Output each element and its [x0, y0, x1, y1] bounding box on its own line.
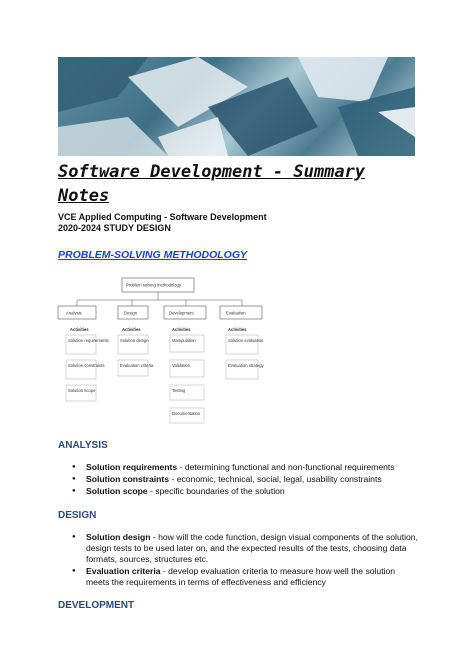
methodology-heading-link[interactable]: PROBLEM-SOLVING METHODOLOGY: [58, 249, 248, 261]
list-item: ● Solution scope - specific boundaries of the solution: [58, 486, 418, 497]
svg-text:Activities: Activities: [172, 327, 191, 332]
svg-text:Evaluation strategy: Evaluation strategy: [228, 363, 264, 368]
list-item: ● Solution requirements - determining functional and non-functional requirements: [58, 462, 418, 473]
diagram-phase-evaluation: [220, 306, 265, 379]
svg-text:Development: Development: [169, 310, 194, 316]
svg-text:Activities: Activities: [122, 327, 141, 332]
svg-text:Solution constraints: Solution constraints: [68, 363, 105, 368]
svg-text:Testing: Testing: [172, 388, 186, 393]
development-heading: DEVELOPMENT: [58, 600, 135, 611]
diagram-phase-design: [118, 306, 154, 376]
ice-texture: [58, 57, 415, 156]
svg-text:Documentation: Documentation: [172, 411, 201, 416]
design-heading: DESIGN: [58, 510, 97, 521]
svg-text:Activities: Activities: [70, 327, 89, 332]
header-banner-image: [58, 57, 415, 156]
svg-text:Activities: Activities: [228, 327, 247, 332]
methodology-diagram: [52, 276, 272, 434]
subtitle-course: VCE Applied Computing - Software Development: [58, 212, 267, 222]
list-item: ● Evaluation criteria - develop evaluation criteria to measure how well the solution meets the requirements in terms of effectiveness and efficiency: [58, 566, 418, 588]
svg-text:Evaluation: Evaluation: [226, 310, 246, 316]
svg-text:Analysis: Analysis: [66, 310, 82, 316]
svg-text:Solution design: Solution design: [120, 338, 149, 343]
svg-text:Manipulation: Manipulation: [172, 338, 196, 343]
svg-text:Design: Design: [124, 310, 138, 316]
diagram-root-label: Problem solving methodology: [126, 282, 181, 288]
diagram-phase-development: [164, 306, 206, 423]
svg-text:Solution scope: Solution scope: [68, 388, 96, 393]
svg-text:Evaluation criteria: Evaluation criteria: [120, 363, 154, 368]
diagram-phase-analysis: [58, 306, 109, 401]
subtitle-study-design: 2020-2024 STUDY DESIGN: [58, 223, 171, 233]
list-item: ● Solution design - how will the code function, design visual components of the solution, design tests to be used later on, and the expected results of the tests, choosing data formats, sources, structures etc.: [58, 532, 418, 565]
svg-text:Solution evaluation: Solution evaluation: [228, 338, 264, 343]
design-list: [58, 532, 418, 589]
svg-text:Validation: Validation: [172, 363, 191, 368]
analysis-list: [58, 462, 418, 498]
document-title: Software Development - Summary Notes: [58, 162, 366, 206]
analysis-heading: ANALYSIS: [58, 440, 108, 451]
document-subtitle: [58, 212, 267, 234]
list-item: ● Solution constraints - economic, technical, social, legal, usability constraints: [58, 474, 418, 485]
svg-text:Solution requirements: Solution requirements: [68, 338, 109, 343]
